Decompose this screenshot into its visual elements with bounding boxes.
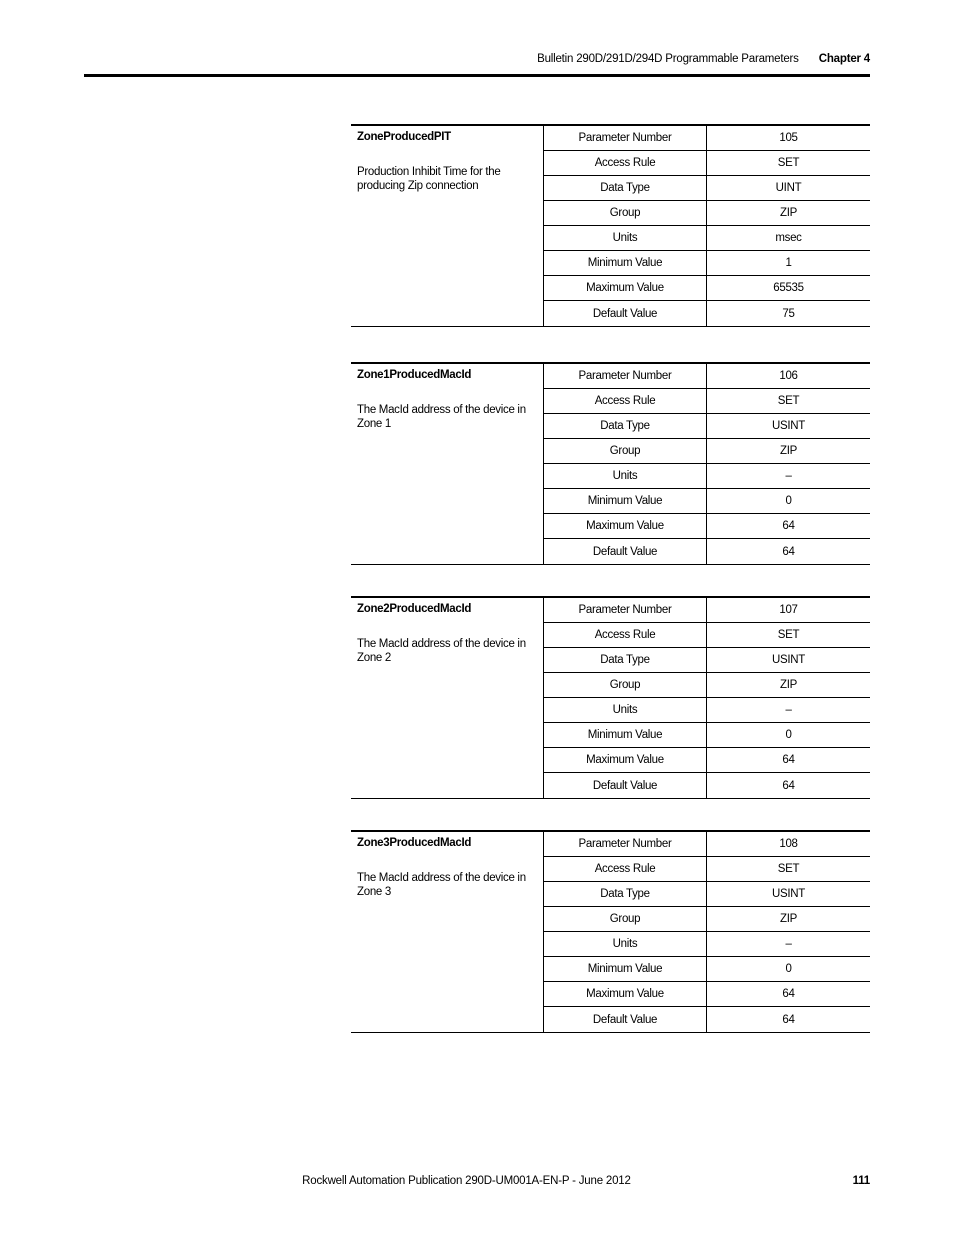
table-row xyxy=(544,882,870,907)
attribute-value: 64 xyxy=(782,520,795,532)
parameter-description-cell xyxy=(351,364,544,564)
attribute-value: ZIP xyxy=(780,679,797,691)
attribute-value: 108 xyxy=(779,838,798,850)
chapter-label: Chapter 4 xyxy=(818,53,870,65)
table-row xyxy=(544,414,870,439)
attribute-label: Minimum Value xyxy=(544,489,707,513)
attribute-label: Default Value xyxy=(544,539,707,564)
attribute-value: 1 xyxy=(785,257,792,269)
table-row xyxy=(544,957,870,982)
page-header xyxy=(537,53,870,65)
parameter-attributes xyxy=(544,126,870,326)
table-row xyxy=(544,539,870,564)
attribute-value: SET xyxy=(777,157,800,169)
table-row xyxy=(544,857,870,882)
attribute-value: UINT xyxy=(775,182,802,194)
table-row xyxy=(544,598,870,623)
attribute-value: ZIP xyxy=(780,913,797,925)
parameter-description: The MacId address of the device in Zone 2 xyxy=(357,638,526,664)
parameter-table-zone3producedmacid xyxy=(351,830,870,1033)
table-row xyxy=(544,673,870,698)
table-row xyxy=(544,723,870,748)
attribute-label: Default Value xyxy=(544,773,707,798)
table-row xyxy=(544,126,870,151)
table-row xyxy=(544,226,870,251)
attribute-label: Parameter Number xyxy=(544,598,707,622)
page-number: 111 xyxy=(852,1175,870,1187)
attribute-label: Access Rule xyxy=(544,151,707,175)
attribute-label: Minimum Value xyxy=(544,723,707,747)
attribute-value: 107 xyxy=(779,604,798,616)
attribute-label: Maximum Value xyxy=(544,514,707,538)
table-row xyxy=(544,773,870,798)
parameter-attributes xyxy=(544,364,870,564)
table-row xyxy=(544,832,870,857)
table-row xyxy=(544,151,870,176)
attribute-value: 0 xyxy=(785,495,792,507)
attribute-label: Group xyxy=(544,201,707,225)
attribute-value: – xyxy=(785,470,792,482)
attribute-value: SET xyxy=(777,395,800,407)
attribute-label: Data Type xyxy=(544,176,707,200)
attribute-value: – xyxy=(785,938,792,950)
attribute-label: Units xyxy=(544,464,707,488)
parameter-description-cell xyxy=(351,832,544,1032)
attribute-label: Group xyxy=(544,673,707,697)
parameter-description-cell xyxy=(351,598,544,798)
attribute-value: 64 xyxy=(782,779,795,792)
parameter-attributes xyxy=(544,832,870,1032)
table-row xyxy=(544,389,870,414)
header-title: Bulletin 290D/291D/294D Programmable Parameters xyxy=(537,53,799,65)
table-row xyxy=(544,698,870,723)
attribute-value: 64 xyxy=(782,988,795,1000)
attribute-label: Default Value xyxy=(544,301,707,326)
table-row xyxy=(544,748,870,773)
attribute-value: 0 xyxy=(785,729,792,741)
attribute-value: 64 xyxy=(782,1013,795,1026)
table-row xyxy=(544,176,870,201)
table-row xyxy=(544,648,870,673)
attribute-label: Units xyxy=(544,698,707,722)
attribute-value: SET xyxy=(777,863,800,875)
table-row xyxy=(544,1007,870,1032)
table-row xyxy=(544,514,870,539)
attribute-label: Group xyxy=(544,439,707,463)
attribute-value: 106 xyxy=(779,370,798,382)
attribute-value: 75 xyxy=(782,307,795,320)
attribute-label: Parameter Number xyxy=(544,126,707,150)
table-row xyxy=(544,907,870,932)
attribute-label: Minimum Value xyxy=(544,251,707,275)
attribute-label: Units xyxy=(544,932,707,956)
attribute-label: Parameter Number xyxy=(544,364,707,388)
attribute-value: 64 xyxy=(782,545,795,558)
attribute-value: 64 xyxy=(782,754,795,766)
attribute-label: Default Value xyxy=(544,1007,707,1032)
table-row xyxy=(544,623,870,648)
attribute-value: SET xyxy=(777,629,800,641)
parameter-table-zoneproducedpit xyxy=(351,124,870,327)
table-row xyxy=(544,932,870,957)
parameter-attributes xyxy=(544,598,870,798)
parameter-description: The MacId address of the device in Zone 1 xyxy=(357,404,526,430)
attribute-label: Maximum Value xyxy=(544,748,707,772)
table-row xyxy=(544,439,870,464)
table-row xyxy=(544,251,870,276)
parameter-name: Zone3ProducedMacId xyxy=(357,837,472,849)
parameter-description: The MacId address of the device in Zone 3 xyxy=(357,872,526,898)
attribute-value: msec xyxy=(775,232,802,244)
attribute-label: Maximum Value xyxy=(544,982,707,1006)
attribute-label: Data Type xyxy=(544,882,707,906)
parameter-name: ZoneProducedPIT xyxy=(357,131,451,143)
attribute-value: 65535 xyxy=(773,282,804,294)
attribute-value: 105 xyxy=(779,132,798,144)
table-row xyxy=(544,982,870,1007)
attribute-value: ZIP xyxy=(780,445,797,457)
attribute-value: USINT xyxy=(771,420,805,432)
attribute-label: Units xyxy=(544,226,707,250)
attribute-label: Data Type xyxy=(544,414,707,438)
parameter-description-cell xyxy=(351,126,544,326)
attribute-label: Access Rule xyxy=(544,389,707,413)
table-row xyxy=(544,489,870,514)
attribute-value: 0 xyxy=(785,963,792,975)
attribute-label: Group xyxy=(544,907,707,931)
attribute-label: Access Rule xyxy=(544,623,707,647)
attribute-label: Minimum Value xyxy=(544,957,707,981)
table-row xyxy=(544,276,870,301)
attribute-label: Parameter Number xyxy=(544,832,707,856)
attribute-value: USINT xyxy=(771,888,805,900)
table-row xyxy=(544,301,870,326)
parameter-table-zone2producedmacid xyxy=(351,596,870,799)
parameter-name: Zone1ProducedMacId xyxy=(357,369,472,381)
attribute-label: Maximum Value xyxy=(544,276,707,300)
table-row xyxy=(544,201,870,226)
header-divider xyxy=(84,74,870,77)
table-row xyxy=(544,364,870,389)
parameter-name: Zone2ProducedMacId xyxy=(357,603,472,615)
attribute-value: ZIP xyxy=(780,207,797,219)
parameter-table-zone1producedmacid xyxy=(351,362,870,565)
attribute-value: – xyxy=(785,704,792,716)
attribute-value: USINT xyxy=(771,654,805,666)
attribute-label: Data Type xyxy=(544,648,707,672)
page-footer xyxy=(302,1175,870,1187)
publication-info: Rockwell Automation Publication 290D-UM001A-EN-P - June 2012 xyxy=(302,1175,631,1187)
attribute-label: Access Rule xyxy=(544,857,707,881)
table-row xyxy=(544,464,870,489)
parameter-description: Production Inhibit Time for the producing Zip connection xyxy=(357,166,501,192)
